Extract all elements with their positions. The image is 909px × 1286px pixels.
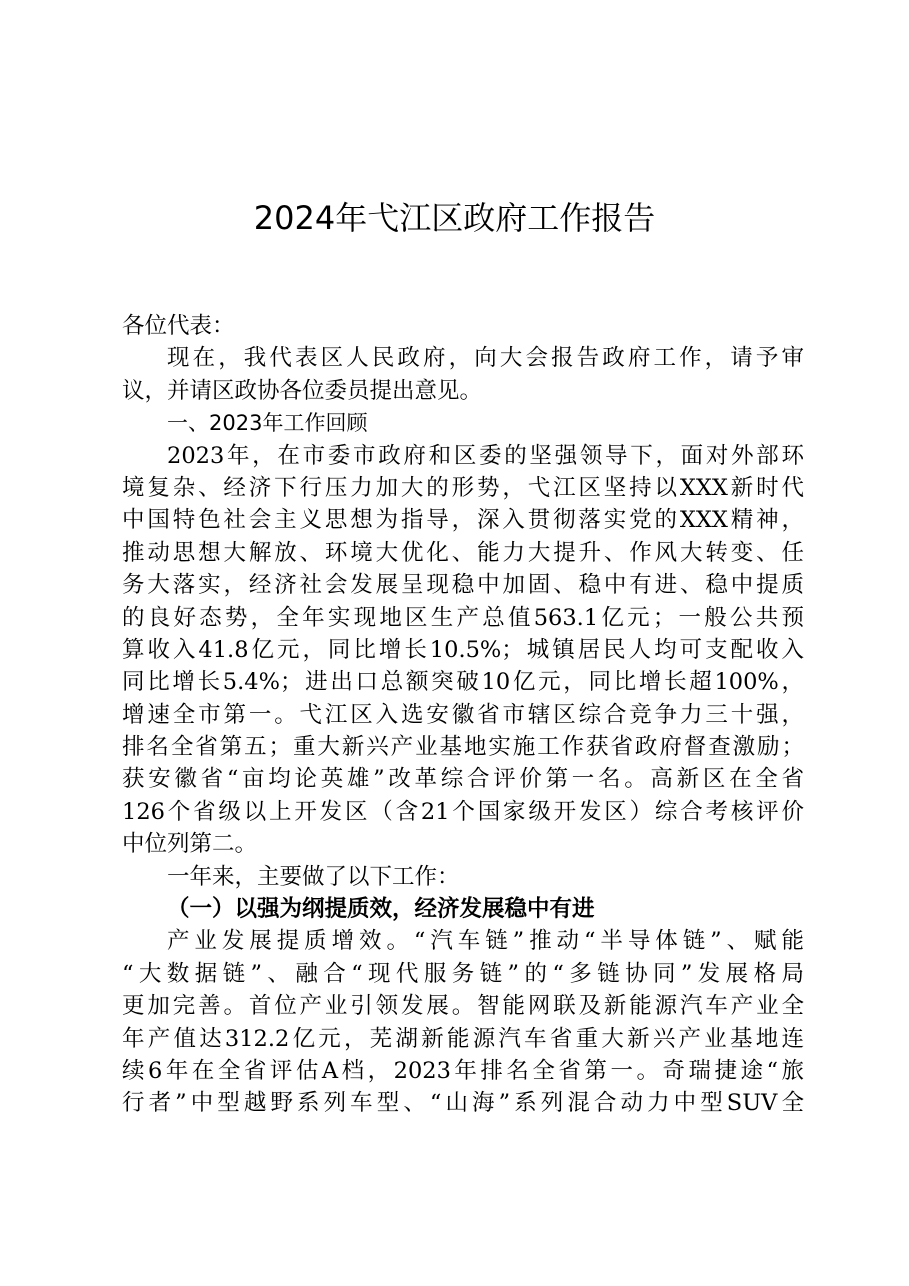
paragraph-line: 2023年，在市委市政府和区委的坚强领导下，面对外部环 bbox=[167, 442, 804, 469]
paragraph-line: 中位列第二。 bbox=[122, 831, 258, 858]
paragraph-line: 年产值达312.2亿元，芜湖新能源汽车省重大新兴产业基地连 bbox=[122, 1025, 804, 1052]
subsection-heading: （一）以强为纲提质效，经济发展稳中有进 bbox=[167, 896, 595, 923]
paragraph-line: 排名全省第五；重大新兴产业基地实施工作获省政府督查激励； bbox=[122, 734, 804, 761]
paragraph-line: 续6年在全省评估A档，2023年排名全省第一。奇瑞捷途“旅 bbox=[122, 1057, 804, 1084]
paragraph-line: 行者”中型越野系列车型、“山海”系列混合动力中型SUV全 bbox=[122, 1090, 804, 1117]
paragraph-line: 现在，我代表区人民政府，向大会报告政府工作，请予审 bbox=[167, 345, 804, 372]
document-body bbox=[122, 310, 804, 1120]
paragraph-line: 更加完善。首位产业引领发展。智能网联及新能源汽车产业全 bbox=[122, 993, 804, 1020]
paragraph-line: 境复杂、经济下行压力加大的形势，弋江区坚持以XXX新时代 bbox=[122, 474, 804, 501]
paragraph-line: “大数据链”、融合“现代服务链”的“多链协同”发展格局 bbox=[122, 960, 804, 987]
paragraph-line: 增速全市第一。弋江区入选安徽省市辖区综合竞争力三十强， bbox=[122, 701, 804, 728]
paragraph-line: 一年来，主要做了以下工作： bbox=[167, 863, 460, 890]
paragraph-line: 产业发展提质增效。“汽车链”推动“半导体链”、赋能 bbox=[167, 928, 804, 955]
paragraph-line: 务大落实，经济社会发展呈现稳中加固、稳中有进、稳中提质 bbox=[122, 572, 804, 599]
paragraph-line: 议，并请区政协各位委员提出意见。 bbox=[122, 377, 483, 404]
paragraph-line: 同比增长5.4%；进出口总额突破10亿元，同比增长超100%， bbox=[122, 669, 804, 696]
paragraph-line: 获安徽省“亩均论英雄”改革综合评价第一名。高新区在全省 bbox=[122, 766, 804, 793]
document-title: 2024年弋江区政府工作报告 bbox=[253, 199, 656, 237]
paragraph-line: 的良好态势，全年实现地区生产总值563.1亿元；一般公共预 bbox=[122, 604, 804, 631]
section-heading: 一、2023年工作回顾 bbox=[167, 411, 368, 436]
paragraph-line: 126个省级以上开发区（含21个国家级开发区）综合考核评价 bbox=[122, 798, 804, 825]
paragraph-line: 中国特色社会主义思想为指导，深入贯彻落实党的XXX精神， bbox=[122, 507, 804, 534]
salutation-line: 各位代表： bbox=[122, 313, 235, 339]
paragraph-line: 推动思想大解放、环境大优化、能力大提升、作风大转变、任 bbox=[122, 539, 804, 566]
paragraph-line: 算收入41.8亿元，同比增长10.5%；城镇居民人均可支配收入 bbox=[122, 636, 804, 663]
